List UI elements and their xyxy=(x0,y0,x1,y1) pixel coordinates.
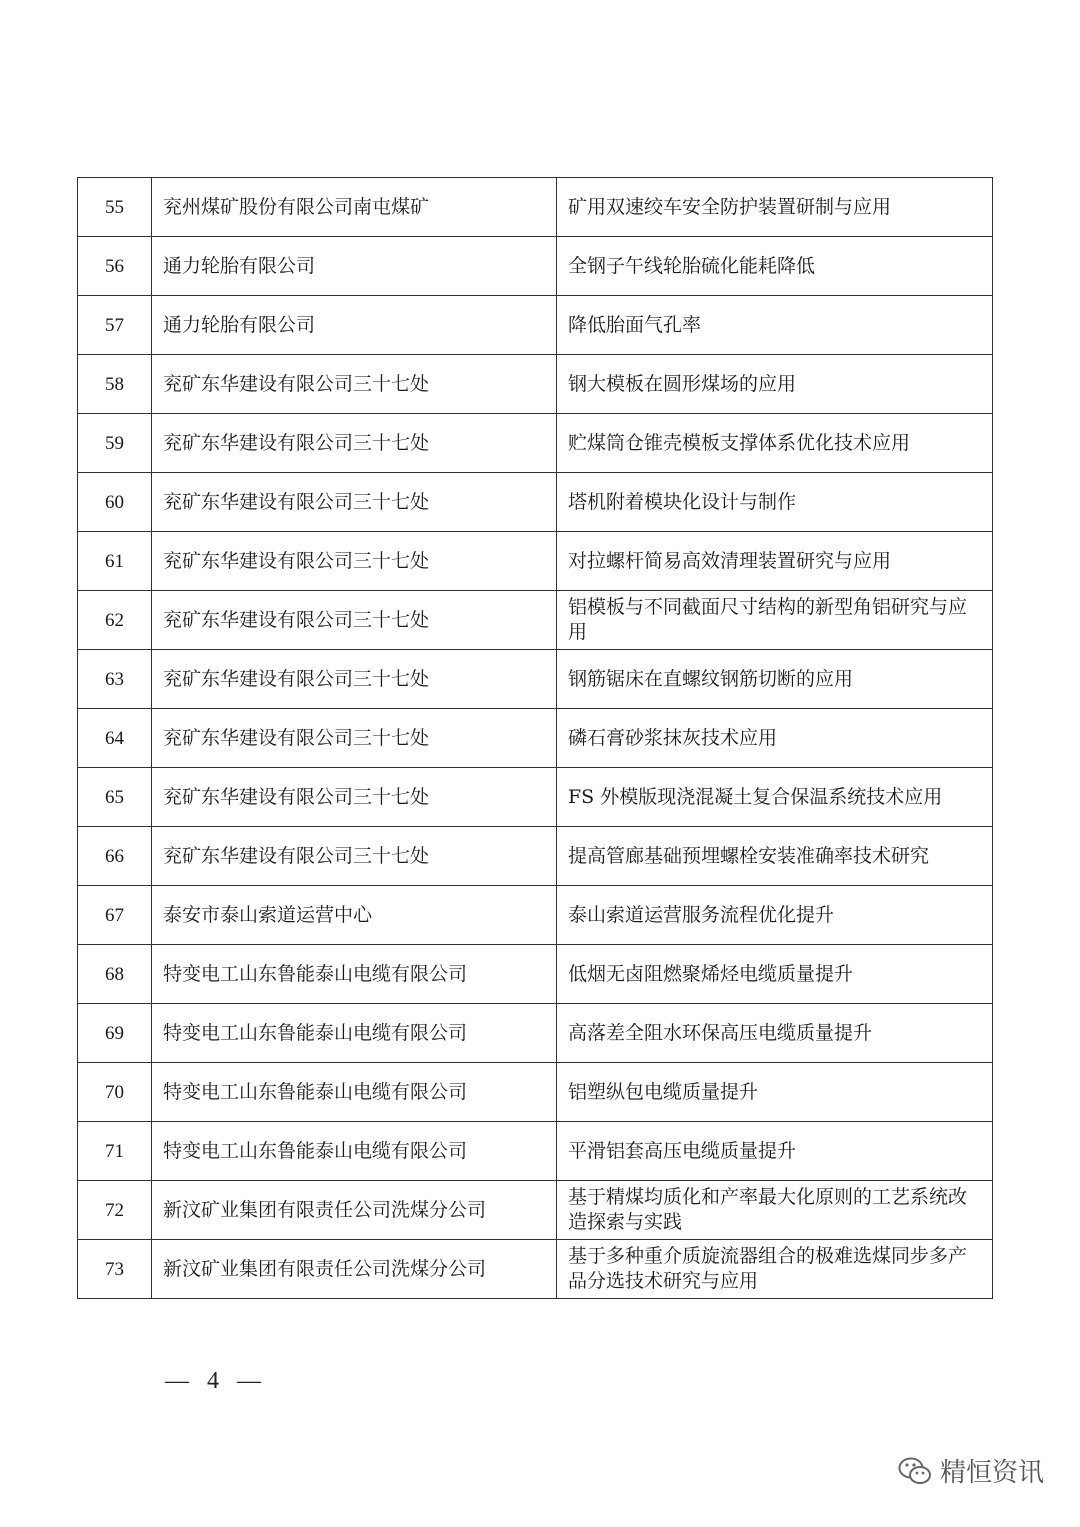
row-number: 62 xyxy=(78,591,152,650)
table-row xyxy=(78,1004,993,1063)
project-title: 钢筋锯床在直螺纹钢筋切断的应用 xyxy=(557,650,993,709)
row-number: 66 xyxy=(78,827,152,886)
row-number: 70 xyxy=(78,1063,152,1122)
company-name: 兖矿东华建设有限公司三十七处 xyxy=(152,473,557,532)
table-row xyxy=(78,650,993,709)
row-number: 67 xyxy=(78,886,152,945)
company-name: 新汶矿业集团有限责任公司洗煤分公司 xyxy=(152,1181,557,1240)
table-row xyxy=(78,414,993,473)
table-row xyxy=(78,237,993,296)
table-row xyxy=(78,473,993,532)
table-row xyxy=(78,1181,993,1240)
company-name: 兖矿东华建设有限公司三十七处 xyxy=(152,591,557,650)
row-number: 69 xyxy=(78,1004,152,1063)
project-title: 基于精煤均质化和产率最大化原则的工艺系统改造探索与实践 xyxy=(557,1181,993,1240)
row-number: 68 xyxy=(78,945,152,1004)
award-table-container xyxy=(77,177,993,1299)
project-title: 钢大模板在圆形煤场的应用 xyxy=(557,355,993,414)
project-title: 低烟无卤阻燃聚烯烃电缆质量提升 xyxy=(557,945,993,1004)
company-name: 兖州煤矿股份有限公司南屯煤矿 xyxy=(152,178,557,237)
row-number: 73 xyxy=(78,1240,152,1299)
row-number: 63 xyxy=(78,650,152,709)
project-title: 泰山索道运营服务流程优化提升 xyxy=(557,886,993,945)
row-number: 59 xyxy=(78,414,152,473)
company-name: 兖矿东华建设有限公司三十七处 xyxy=(152,650,557,709)
award-table xyxy=(77,177,993,1299)
project-title: 矿用双速绞车安全防护装置研制与应用 xyxy=(557,178,993,237)
company-name: 通力轮胎有限公司 xyxy=(152,237,557,296)
wechat-icon xyxy=(898,1456,932,1486)
watermark-text: 精恒资讯 xyxy=(939,1458,1044,1488)
project-title: 塔机附着模块化设计与制作 xyxy=(557,473,993,532)
table-row xyxy=(78,945,993,1004)
table-row xyxy=(78,178,993,237)
company-name: 兖矿东华建设有限公司三十七处 xyxy=(152,768,557,827)
project-title: 提高管廊基础预埋螺栓安装准确率技术研究 xyxy=(557,827,993,886)
company-name: 兖矿东华建设有限公司三十七处 xyxy=(152,532,557,591)
company-name: 特变电工山东鲁能泰山电缆有限公司 xyxy=(152,1063,557,1122)
company-name: 兖矿东华建设有限公司三十七处 xyxy=(152,709,557,768)
row-number: 65 xyxy=(78,768,152,827)
table-row xyxy=(78,827,993,886)
project-title: 全钢子午线轮胎硫化能耗降低 xyxy=(557,237,993,296)
row-number: 56 xyxy=(78,237,152,296)
project-title: 铝模板与不同截面尺寸结构的新型角铝研究与应用 xyxy=(557,591,993,650)
watermark xyxy=(898,1452,1044,1489)
row-number: 64 xyxy=(78,709,152,768)
table-row xyxy=(78,886,993,945)
project-title: 对拉螺杆简易高效清理装置研究与应用 xyxy=(557,532,993,591)
project-title: FS 外模版现浇混凝土复合保温系统技术应用 xyxy=(557,768,993,827)
project-title: 磷石膏砂浆抹灰技术应用 xyxy=(557,709,993,768)
company-name: 特变电工山东鲁能泰山电缆有限公司 xyxy=(152,1004,557,1063)
award-table-body xyxy=(78,178,993,1299)
table-row xyxy=(78,532,993,591)
project-title: 基于多种重介质旋流器组合的极难选煤同步多产品分选技术研究与应用 xyxy=(557,1240,993,1299)
company-name: 特变电工山东鲁能泰山电缆有限公司 xyxy=(152,945,557,1004)
table-row xyxy=(78,1122,993,1181)
company-name: 特变电工山东鲁能泰山电缆有限公司 xyxy=(152,1122,557,1181)
table-row xyxy=(78,709,993,768)
table-row xyxy=(78,591,993,650)
company-name: 新汶矿业集团有限责任公司洗煤分公司 xyxy=(152,1240,557,1299)
row-number: 57 xyxy=(78,296,152,355)
row-number: 60 xyxy=(78,473,152,532)
company-name: 兖矿东华建设有限公司三十七处 xyxy=(152,355,557,414)
table-row xyxy=(78,355,993,414)
page-number: — 4 — xyxy=(165,1368,267,1394)
project-title: 铝塑纵包电缆质量提升 xyxy=(557,1063,993,1122)
row-number: 55 xyxy=(78,178,152,237)
project-title: 高落差全阻水环保高压电缆质量提升 xyxy=(557,1004,993,1063)
company-name: 兖矿东华建设有限公司三十七处 xyxy=(152,414,557,473)
project-title: 平滑铝套高压电缆质量提升 xyxy=(557,1122,993,1181)
row-number: 58 xyxy=(78,355,152,414)
company-name: 通力轮胎有限公司 xyxy=(152,296,557,355)
project-title: 贮煤筒仓锥壳模板支撑体系优化技术应用 xyxy=(557,414,993,473)
table-row xyxy=(78,1063,993,1122)
row-number: 72 xyxy=(78,1181,152,1240)
row-number: 71 xyxy=(78,1122,152,1181)
table-row xyxy=(78,768,993,827)
table-row xyxy=(78,1240,993,1299)
company-name: 泰安市泰山索道运营中心 xyxy=(152,886,557,945)
table-row xyxy=(78,296,993,355)
row-number: 61 xyxy=(78,532,152,591)
company-name: 兖矿东华建设有限公司三十七处 xyxy=(152,827,557,886)
project-title: 降低胎面气孔率 xyxy=(557,296,993,355)
